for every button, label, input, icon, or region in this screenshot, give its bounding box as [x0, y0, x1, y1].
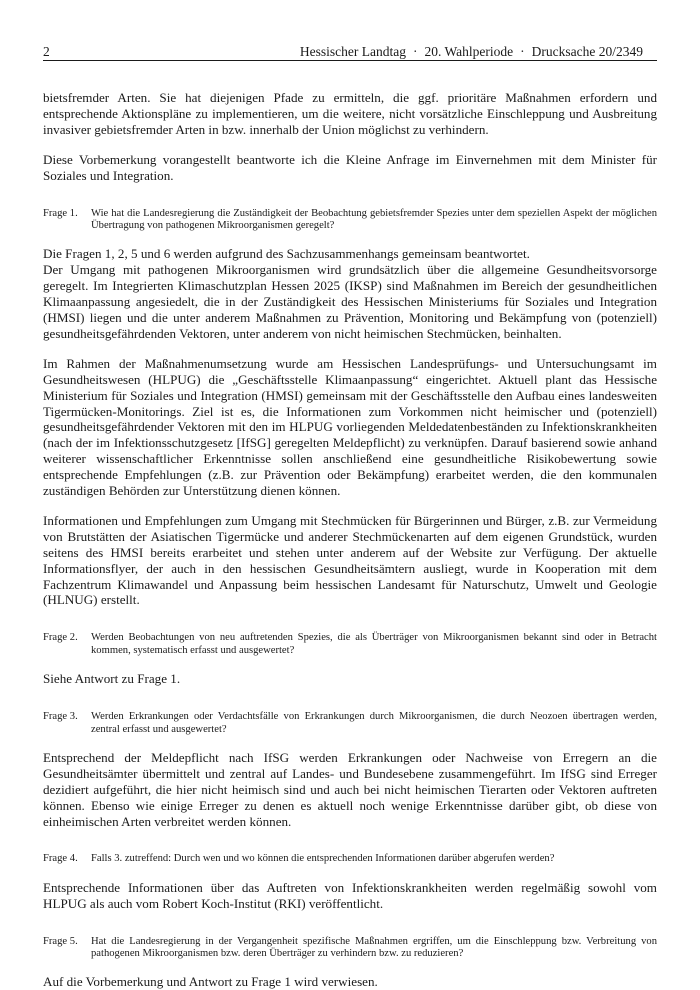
answer-paragraph: Informationen und Empfehlungen zum Umgang mit Stechmücken für Bürgerinnen und Bürger, z.B. zur Vermeidung von Brutstätten der Asiatischen Tigermücke und anderer Stechmückenarten auf dem eigenen Grundstück, wurden seitens des HMSI bereits erarbeitet und stehen unter anderem auf der Website zur Verfügung. Der aktuelle Informationsflyer, der auch in den hessischen Gesundheitsämtern ausliegt, wurde in Kooperation mit dem Fachzentrum Klimawandel und Anpassung beim hessischen Landesamt für Naturschutz, Umwelt und Geologie (HLNUG) erstellt.: [43, 512, 657, 608]
intro-paragraph: bietsfremder Arten. Sie hat diejenigen Pfade zu ermitteln, die ggf. prioritäre Maßnahmen erfordern und entsprechende Aktionspläne zu implementieren, um die weitere, nicht vorsätzliche Einschleppung und Ausbreitung invasiver gebietsfremder Arten in bzw. innerhalb der Union möglichst zu verhindern.: [43, 90, 657, 137]
question-text: Werden Beobachtungen von neu auftretenden Spezies, die als Überträger von Mikroorganismen bekannt sind oder in Betracht kommen, systematisch erfasst und ausgewertet?: [91, 632, 657, 656]
question-text: Wie hat die Landesregierung die Zuständigkeit der Beobachtung gebietsfremder Spezies unter dem speziellen Aspekt der möglichen Übertragung von pathogenen Mikroorganismen geregelt?: [91, 207, 657, 231]
document-reference: Drucksache 20/2349: [531, 44, 643, 59]
intro-paragraph: Diese Vorbemerkung vorangestellt beantworte ich die Kleine Anfrage im Einvernehmen mit dem Minister für Soziales und Integration.: [43, 151, 657, 183]
question-label: Frage 3.: [43, 711, 78, 723]
answer-paragraph: Auf die Vorbemerkung und Antwort zu Frage 1 wird verwiesen.: [43, 974, 378, 990]
question-label: Frage 1.: [43, 207, 78, 219]
page-body: [43, 90, 657, 990]
question-label: Frage 2.: [43, 632, 78, 644]
page-number: 2: [43, 44, 50, 59]
question-text: Falls 3. zutreffend: Durch wen und wo können die entsprechenden Informationen darüber abgerufen werden?: [91, 853, 555, 865]
header-separator: ·: [413, 44, 418, 59]
question-5: [43, 936, 657, 961]
publisher: Hessischer Landtag: [299, 44, 407, 59]
question-2: [43, 632, 657, 657]
answer-paragraph: Siehe Antwort zu Frage 1.: [43, 671, 181, 687]
header-separator: ·: [520, 44, 525, 59]
answer-paragraph: Der Umgang mit pathogenen Mikroorganismen wird grundsätzlich über die allgemeine Gesundheitsvorsorge geregelt. Im Integrierten Klimaschutzplan Hessen 2025 (IKSP) sind Maßnahmen im Bereich der gesundheitlichen Klimaanpassung angesiedelt, die in der Zuständigkeit des Hessischen Ministeriums für Soziales und Integration (HMSI) liegen und die unter anderem Maßnahmen zu Prävention, Monitoring und Bekämpfung von (potenziell) gesundheitsgefährdenden Vektoren, unter anderem von nicht heimischen Stechmücken, beinhalten.: [43, 262, 657, 341]
answer-paragraph: Entsprechend der Meldepflicht nach IfSG werden Erkrankungen oder Nachweise von Erregern an die Gesundheitsämter übermittelt und zentral auf Landes- und Bundesebene zusammengeführt. Im IfSG sind Erreger dezidiert aufgeführt, die hier nicht heimisch sind und auch bei nicht heimischen Tierarten oder Vektoren auftreten können. Ebenso wie einige Erreger zu denen es aktuell noch wenige Erkenntnisse darüber gibt, ob diese von einheimischen Arten verbreitet werden können.: [43, 749, 657, 829]
header-rule: [43, 60, 657, 61]
running-head: [300, 44, 643, 60]
question-4: [43, 853, 657, 865]
question-label: Frage 5.: [43, 935, 78, 947]
answer-paragraph: Im Rahmen der Maßnahmenumsetzung wurde am Hessischen Landesprüfungs- und Untersuchungsamt im Gesundheitswesen (HLPUG) die „Geschäftsstelle Klimaanpassung“ eingerichtet. Aktuell plant das Hessische Ministerium für Soziales und Integration (HMSI) gemeinsam mit der Geschäftsstelle den Aufbau eines landesweiten Tigermücken-Monitorings. Ziel ist es, die Informationen zum Vorkommen nicht heimischer und (potenziell) gesundheitsgefährdender Vektoren mit den im HLPUG vorliegenden Meldedatenbeständen zu Infektionskrankheiten (nach der im Infektionsschutzgesetz [IfSG] geregelten Meldepflicht) zu verknüpfen. Darauf basierend sowie anhand weiterer wissenschaftlicher Erkenntnisse sollen anschließend eine gesundheitliche Risikobewertung sowie entsprechende Empfehlungen (z.B. zur Prävention oder Bekämpfung) erarbeitet werden, die den kommunalen zuständigen Behörden zur Unterstützung dienen können.: [43, 355, 657, 499]
question-1: [43, 208, 657, 233]
question-3: [43, 711, 657, 736]
legislative-period: 20. Wahlperiode: [424, 44, 514, 59]
answer-paragraph: Entsprechende Informationen über das Auftreten von Infektionskrankheiten werden regelmäßig sowohl vom HLPUG als auch vom Robert Koch-Institut (RKI) veröffentlicht.: [43, 879, 657, 911]
question-text: Hat die Landesregierung in der Vergangenheit spezifische Maßnahmen ergriffen, um die Einschleppung bzw. Verbreitung von pathogenen Mikroorganismen bzw. deren Überträger zu verhindern bzw. zu reduzieren?: [91, 935, 657, 960]
answer-paragraph: Die Fragen 1, 2, 5 und 6 werden aufgrund des Sachzusammenhangs gemeinsam beantwortet.: [43, 246, 530, 262]
question-label: Frage 4.: [43, 853, 78, 865]
page-header: [43, 44, 657, 60]
question-text: Werden Erkrankungen oder Verdachtsfälle von Erkrankungen durch Mikroorganismen, die durch Neozoen übertragen werden, zentral erfasst und ausgewertet?: [91, 711, 657, 735]
